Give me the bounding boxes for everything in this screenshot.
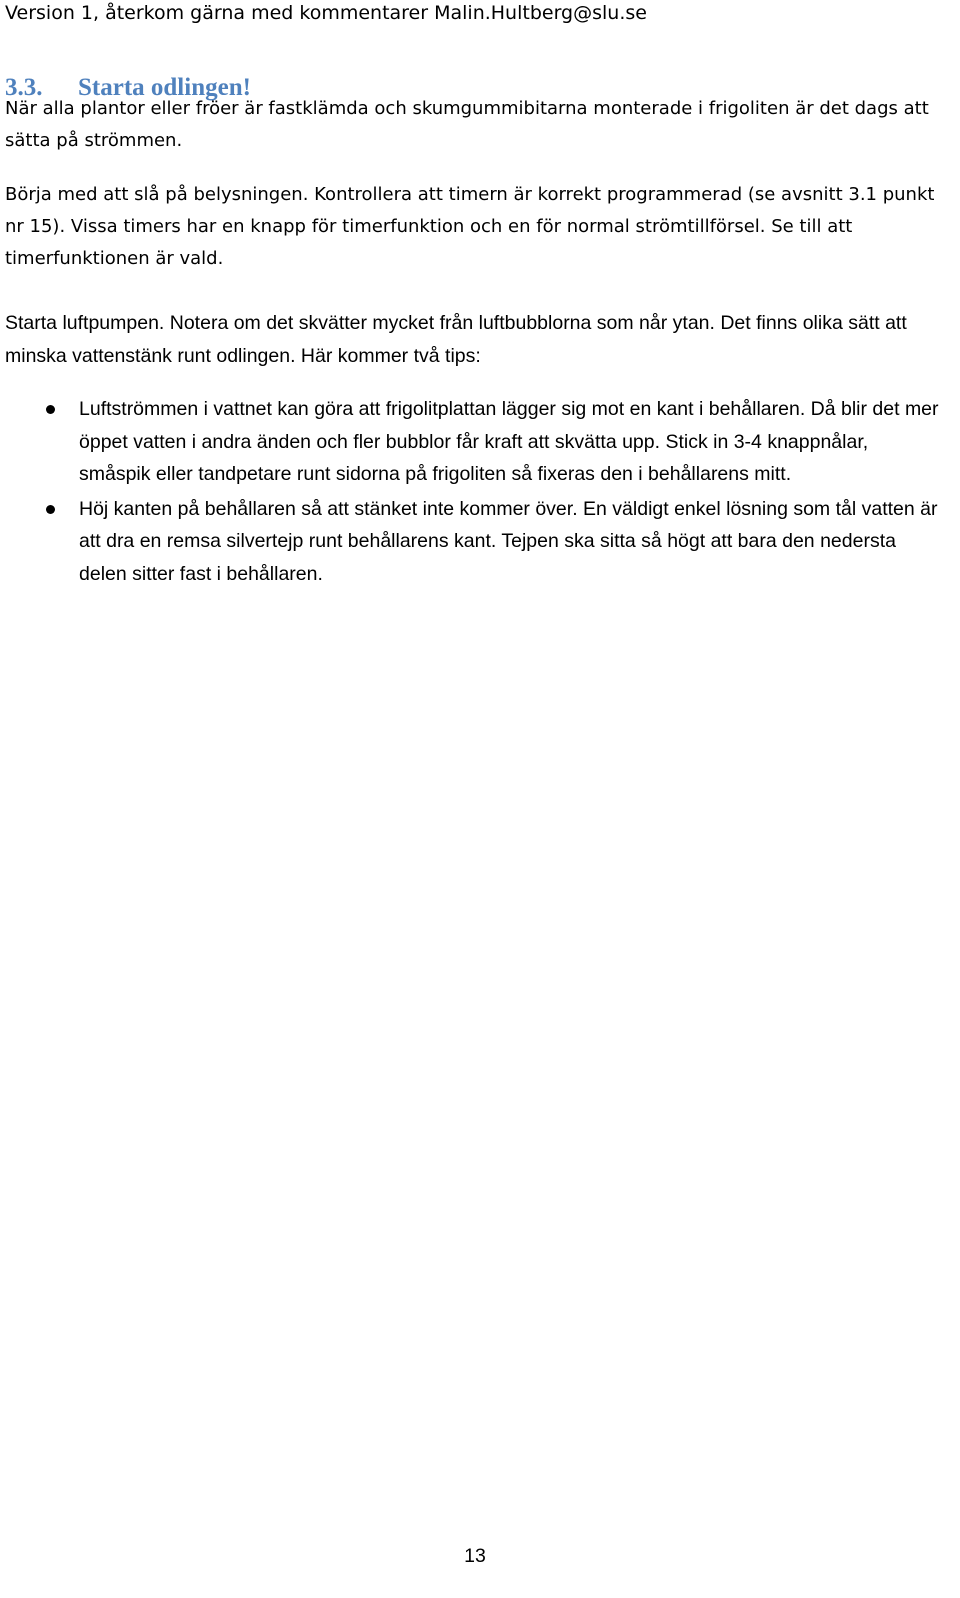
intro-paragraph: När alla plantor eller fröer är fastklämda och skumgummibitarna monterade i frigoliten är det dags att sätta på strömmen.: [5, 98, 929, 151]
tips-list: [0, 393, 960, 590]
bullet-icon: [46, 405, 55, 414]
tip-text: Höj kanten på behållaren så att stänket inte kommer över. En väldigt enkel lösning som tål vatten är att dra en remsa silvertejp runt behållarens kant. Tejpen ska sitta så högt att bara den nedersta delen sitter fast i behållaren.: [79, 497, 938, 585]
page-number: 13: [464, 1545, 486, 1567]
pump-paragraph: Starta luftpumpen. Notera om det skvätter mycket från luftbubblorna som når ytan. Det finns olika sätt att minska vattenstänk runt odlingen. Här kommer två tips:: [5, 312, 907, 367]
page-header: Version 1, återkom gärna med kommentarer Malin.Hultberg@slu.se: [5, 2, 647, 24]
list-item: [0, 393, 939, 491]
section-title: Starta odlingen!: [78, 74, 251, 101]
lighting-paragraph: Börja med att slå på belysningen. Kontrollera att timern är korrekt programmerad (se avsnitt 3.1 punkt nr 15). Vissa timers har en knapp för timerfunktion och en för normal strömtillförsel. Se till att timerfunktionen är vald.: [5, 184, 935, 269]
list-item: [0, 493, 939, 591]
tip-text: Luftströmmen i vattnet kan göra att frigolitplattan lägger sig mot en kant i behållaren. Då blir det mer öppet vatten i andra änden och fler bubblor får kraft att skvätta upp. Stick in 3-4 knappnålar, småspik eller tandpetare runt sidorna på frigoliten så fixeras den i behållarens mitt.: [79, 398, 939, 485]
bullet-icon: [46, 505, 55, 514]
section-number: 3.3.: [5, 74, 43, 101]
